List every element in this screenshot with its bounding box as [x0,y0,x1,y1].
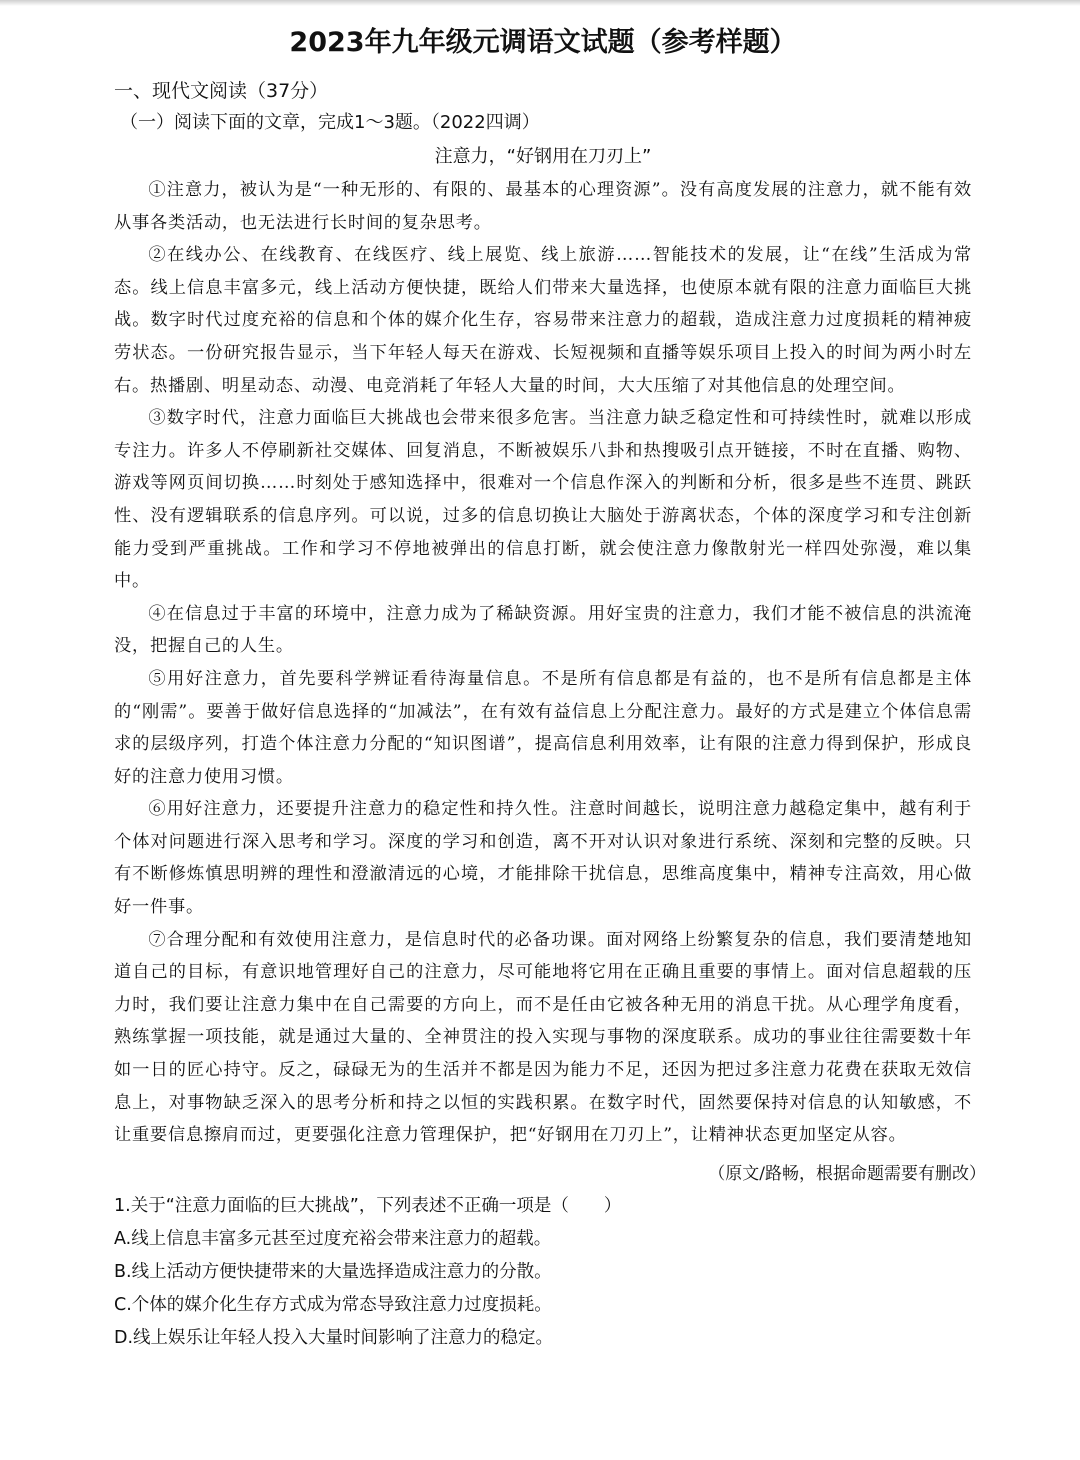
option-b: B.线上活动方便快捷带来的大量选择造成注意力的分散。 [114,1261,552,1282]
paragraph-2: ②在线办公、在线教育、在线医疗、线上展览、线上旅游……智能技术的发展，让“在线”生活成为常态。线上信息丰富多元，线上活动方便快捷，既给人们带来大量选择，也使原本就有限的注意力面临巨大挑战。数字时代过度充裕的信息和个体的媒介化生存，容易带来注意力的超载，造成注意力过度损耗的精神疲劳状态。一份研究报告显示，当下年轻人每天在游戏、长短视频和直播等娱乐项目上投入的时间为两小时左右。热播剧、明星动态、动漫、电竞消耗了年轻人大量的时间，大大压缩了对其他信息的处理空间。 [114,245,972,396]
question-stem: 1.关于“注意力面临的巨大挑战”，下列表述不正确一项是（ ） [114,1195,622,1216]
question-block [114,1190,972,1355]
source-note: （原文/路畅，根据命题需要有删改） [708,1163,986,1184]
exam-title: 2023年九年级元调语文试题（参考样题） [289,27,797,58]
paragraph-1: ①注意力，被认为是“一种无形的、有限的、最基本的心理资源”。没有高度发展的注意力，就不能有效从事各类活动，也无法进行长时间的复杂思考。 [114,180,972,233]
option-c: C.个体的媒介化生存方式成为常态导致注意力过度损耗。 [114,1294,552,1315]
section-heading: 一、现代文阅读（37分） [114,80,329,102]
paragraph-4: ④在信息过于丰富的环境中，注意力成为了稀缺资源。用好宝贵的注意力，我们才能不被信息的洪流淹没，把握自己的人生。 [114,603,972,657]
article-body [114,174,972,1152]
paragraph-6: ⑥用好注意力，还要提升注意力的稳定性和持久性。注意时间越长，说明注意力越稳定集中，越有利于个体对问题进行深入思考和学习。深度的学习和创造，离不开对认识对象进行系统、深刻和完整的反映。只有不断修炼慎思明辨的理性和澄澈清远的心境，才能排除干扰信息，思维高度集中，精神专注高效，用心做好一件事。 [114,799,972,918]
paragraph-5: ⑤用好注意力，首先要科学辨证看待海量信息。不是所有信息都是有益的，也不是所有信息都是主体的“刚需”。要善于做好信息选择的“加减法”，在有效有益信息上分配注意力。最好的方式是建立个体信息需求的层级序列，打造个体注意力分配的“知识图谱”，提高信息利用效率，让有限的注意力得到保护，形成良好的注意力使用习惯。 [114,668,972,787]
subsection-heading: （一）阅读下面的文章，完成1～3题。（2022四调） [120,112,540,133]
article-title: 注意力，“好钢用在刀刃上” [434,146,652,167]
paragraph-3: ③数字时代，注意力面临巨大挑战也会带来很多危害。当注意力缺乏稳定性和可持续性时，就难以形成专注力。许多人不停刷新社交媒体、回复消息，不断被娱乐八卦和热搜吸引点开链接，不时在直播、购物、游戏等网页间切换……时刻处于感知选择中，很难对一个信息作深入的判断和分析，很多是些不连贯、跳跃性、没有逻辑联系的信息序列。可以说，过多的信息切换让大脑处于游离状态，个体的深度学习和专注创新能力受到严重挑战。工作和学习不停地被弹出的信息打断，就会使注意力像散射光一样四处弥漫，难以集中。 [114,408,972,592]
paragraph-7: ⑦合理分配和有效使用注意力，是信息时代的必备功课。面对网络上纷繁复杂的信息，我们要清楚地知道自己的目标，有意识地管理好自己的注意力，尽可能地将它用在正确且重要的事情上。面对信息超载的压力时，我们要让注意力集中在自己需要的方向上，而不是任由它被各种无用的消息干扰。从心理学角度看，熟练掌握一项技能，就是通过大量的、全神贯注的投入实现与事物的深度联系。成功的事业往往需要数十年如一日的匠心持守。反之，碌碌无为的生活并不都是因为能力不足，还因为把过多注意力花费在获取无效信息上，对事物缺乏深入的思考分析和持之以恒的实践积累。在数字时代，固然要保持对信息的认知敏感，不让重要信息擦肩而过，更要强化注意力管理保护，把“好钢用在刀刃上”，让精神状态更加坚定从容。 [114,929,972,1146]
scan-edge [0,0,1080,6]
option-d: D.线上娱乐让年轻人投入大量时间影响了注意力的稳定。 [114,1327,554,1348]
option-a: A.线上信息丰富多元甚至过度充裕会带来注意力的超载。 [114,1228,552,1249]
